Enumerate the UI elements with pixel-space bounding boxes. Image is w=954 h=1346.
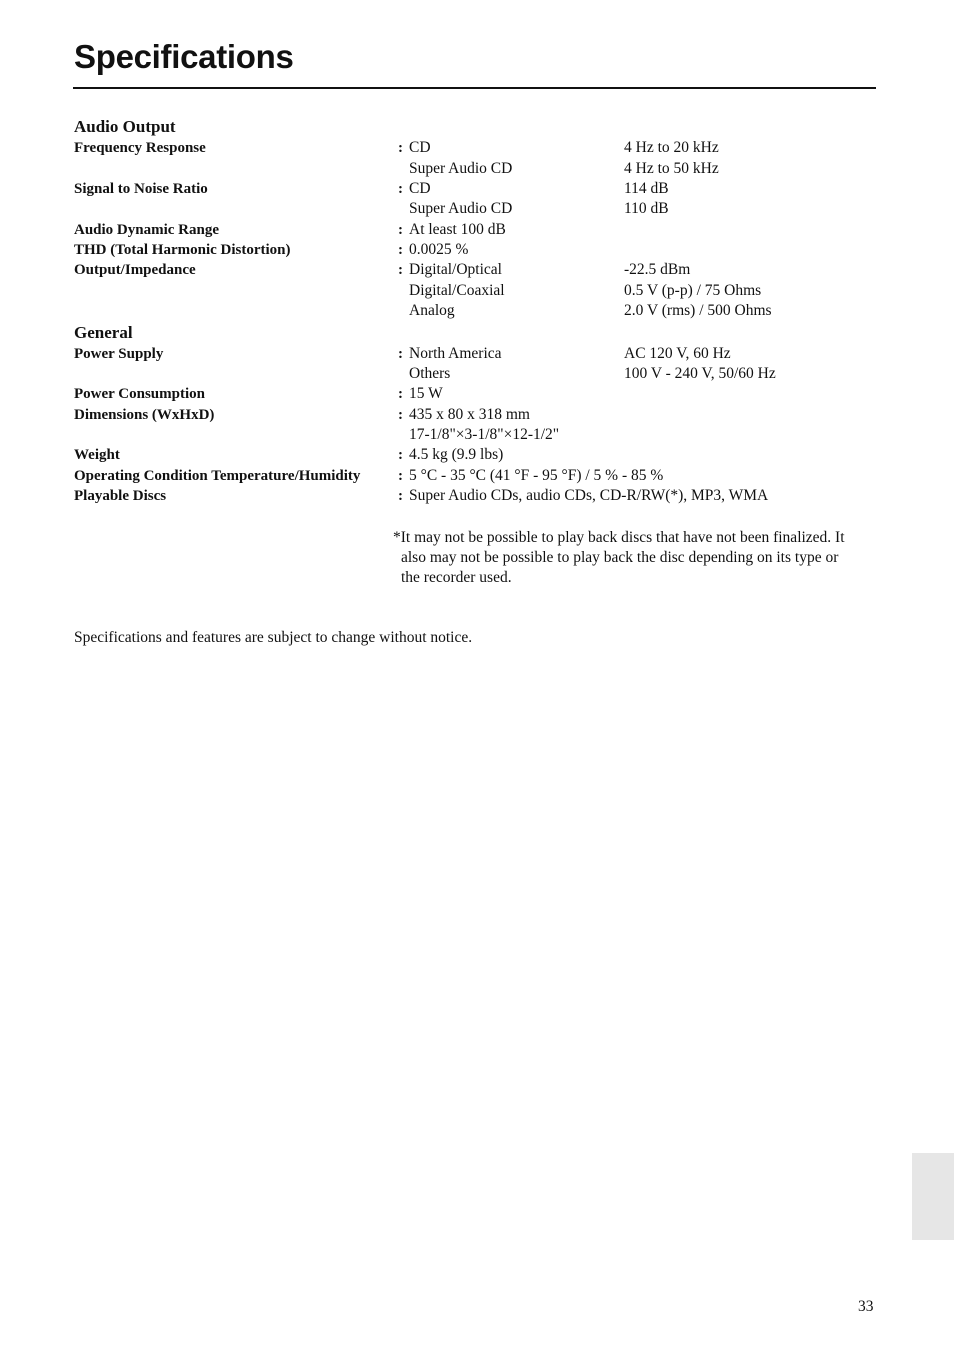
spec-subitem: Super Audio CD: [409, 160, 513, 177]
title-rule: [73, 87, 876, 89]
spec-value: 15 W: [409, 385, 443, 402]
spec-colon: :: [398, 181, 403, 197]
spec-colon: :: [398, 407, 403, 423]
spec-value: 435 x 80 x 318 mm: [409, 406, 530, 423]
spec-colon: :: [398, 386, 403, 402]
spec-label-operating-condition: Operating Condition Temperature/Humidity: [74, 468, 361, 484]
spec-value: 2.0 V (rms) / 500 Ohms: [624, 302, 772, 319]
spec-value: 110 dB: [624, 200, 669, 217]
spec-value: 100 V - 240 V, 50/60 Hz: [624, 365, 776, 382]
spec-value: Super Audio CDs, audio CDs, CD-R/RW(*), MP3, WMA: [409, 487, 769, 504]
footnote-line: the recorder used.: [401, 569, 512, 586]
spec-subitem: North America: [409, 345, 502, 362]
spec-colon: :: [398, 222, 403, 238]
side-tab-marker: [912, 1153, 954, 1240]
change-notice: Specifications and features are subject to change without notice.: [74, 629, 473, 646]
spec-label-output-impedance: Output/Impedance: [74, 262, 196, 278]
spec-colon: :: [398, 140, 403, 156]
spec-label-weight: Weight: [74, 447, 120, 463]
spec-label-snr: Signal to Noise Ratio: [74, 181, 208, 197]
spec-label-power-supply: Power Supply: [74, 346, 164, 362]
section-heading-audio-output: Audio Output: [74, 117, 176, 136]
spec-colon: :: [398, 242, 403, 258]
spec-subitem: CD: [409, 180, 431, 197]
spec-subitem: Super Audio CD: [409, 200, 513, 217]
spec-value: 4 Hz to 50 kHz: [624, 160, 719, 177]
spec-value: 114 dB: [624, 180, 669, 197]
page-number: 33: [858, 1298, 874, 1315]
spec-value: 0.5 V (p-p) / 75 Ohms: [624, 282, 762, 299]
spec-colon: :: [398, 488, 403, 504]
spec-subitem: CD: [409, 139, 431, 156]
spec-label-playable-discs: Playable Discs: [74, 488, 167, 504]
footnote-line: also may not be possible to play back the disc depending on its type or: [401, 549, 839, 566]
spec-value: 4 Hz to 20 kHz: [624, 139, 719, 156]
spec-colon: :: [398, 468, 403, 484]
disc-footnote: [393, 528, 878, 588]
spec-value-imperial: 17-1/8"×3-1/8"×12-1/2": [409, 426, 560, 443]
spec-colon: :: [398, 262, 403, 278]
spec-subitem: Analog: [409, 302, 455, 319]
spec-value: 5 °C - 35 °C (41 °F - 95 °F) / 5 % - 85 %: [409, 467, 664, 484]
spec-colon: :: [398, 346, 403, 362]
page-title: Specifications: [74, 38, 294, 75]
spec-value: 0.0025 %: [409, 241, 469, 258]
spec-value: AC 120 V, 60 Hz: [624, 345, 731, 362]
spec-label-dimensions: Dimensions (WxHxD): [74, 407, 215, 423]
spec-label-frequency-response: Frequency Response: [74, 140, 206, 156]
spec-subitem: Digital/Optical: [409, 261, 502, 278]
spec-colon: :: [398, 447, 403, 463]
spec-value: -22.5 dBm: [624, 261, 691, 278]
spec-value: 4.5 kg (9.9 lbs): [409, 446, 504, 463]
spec-value: At least 100 dB: [409, 221, 506, 238]
spec-label-power-consumption: Power Consumption: [74, 386, 205, 402]
spec-label-thd: THD (Total Harmonic Distortion): [74, 242, 291, 258]
spec-subitem: Digital/Coaxial: [409, 282, 505, 299]
spec-subitem: Others: [409, 365, 451, 382]
spec-label-dynamic-range: Audio Dynamic Range: [74, 222, 220, 238]
footnote-line: *It may not be possible to play back discs that have not been finalized. It: [393, 529, 845, 546]
section-heading-general: General: [74, 323, 133, 342]
